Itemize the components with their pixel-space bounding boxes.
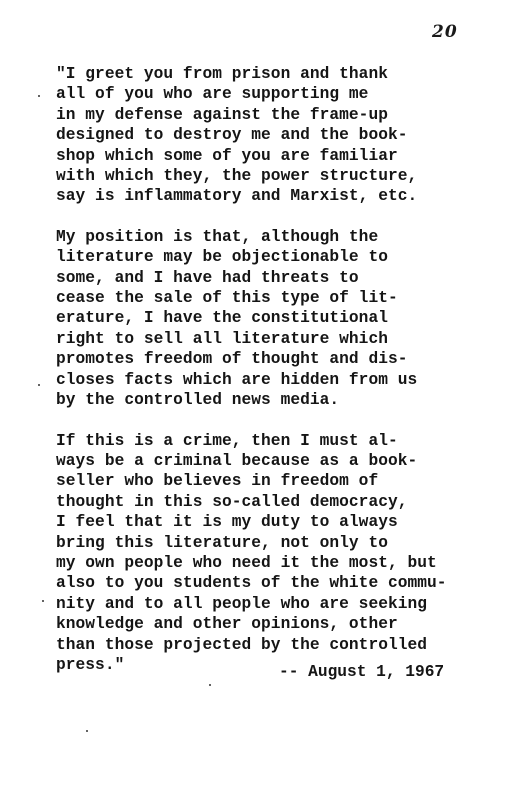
text-line: press." bbox=[56, 655, 125, 674]
text-line: erature, I have the constitutional bbox=[56, 309, 388, 328]
page-number: 20 bbox=[432, 22, 458, 42]
text-line: closes facts which are hidden from us bbox=[56, 370, 418, 389]
text-line: My position is that, although the bbox=[56, 227, 379, 246]
text-line: in my defense against the frame-up bbox=[56, 105, 388, 124]
text-line: If this is a crime, then I must al- bbox=[56, 431, 398, 450]
text-line: also to you students of the white commu- bbox=[56, 574, 447, 593]
date-signature: -- August 1, 1967 bbox=[279, 663, 445, 681]
text-line: shop which some of you are familiar bbox=[56, 146, 398, 165]
text-line: seller who believes in freedom of bbox=[56, 472, 379, 491]
text-line: than those projected by the controlled bbox=[56, 635, 428, 654]
scan-speck bbox=[38, 384, 40, 386]
statement-body bbox=[56, 64, 516, 695]
text-line: with which they, the power structure, bbox=[56, 167, 418, 186]
text-line: promotes freedom of thought and dis- bbox=[56, 350, 408, 369]
paragraph-3 bbox=[56, 431, 516, 676]
text-line: designed to destroy me and the book- bbox=[56, 126, 408, 145]
scan-speck bbox=[42, 600, 44, 602]
text-line: some, and I have had threats to bbox=[56, 268, 359, 287]
text-line: cease the sale of this type of lit- bbox=[56, 289, 398, 308]
text-line: literature may be objectionable to bbox=[56, 248, 388, 267]
text-line: thought in this so-called democracy, bbox=[56, 492, 408, 511]
scan-speck bbox=[38, 95, 40, 97]
text-line: ways be a criminal because as a book- bbox=[56, 451, 418, 470]
scan-speck bbox=[209, 684, 211, 686]
text-line: my own people who need it the most, but bbox=[56, 553, 437, 572]
scan-speck bbox=[86, 730, 88, 732]
text-line: all of you who are supporting me bbox=[56, 85, 369, 104]
paragraph-2 bbox=[56, 227, 516, 411]
text-line: by the controlled news media. bbox=[56, 391, 340, 410]
paragraph-1 bbox=[56, 64, 516, 207]
text-line: I feel that it is my duty to always bbox=[56, 513, 398, 532]
text-line: bring this literature, not only to bbox=[56, 533, 388, 552]
text-line: right to sell all literature which bbox=[56, 329, 388, 348]
text-line: nity and to all people who are seeking bbox=[56, 594, 428, 613]
text-line: "I greet you from prison and thank bbox=[56, 65, 388, 83]
text-line: say is inflammatory and Marxist, etc. bbox=[56, 187, 418, 206]
text-line: knowledge and other opinions, other bbox=[56, 615, 398, 634]
